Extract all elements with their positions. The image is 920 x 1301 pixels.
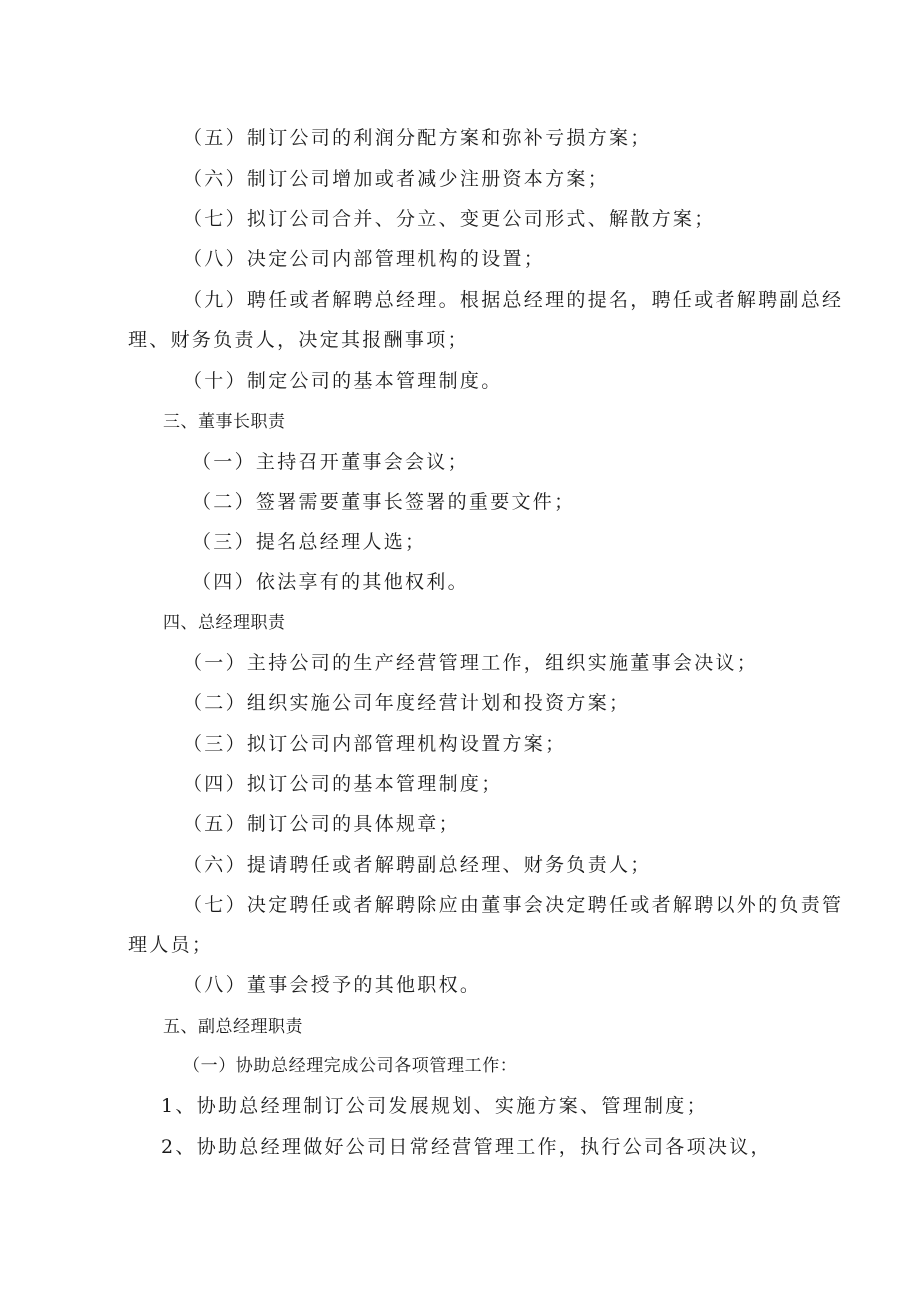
clause-chairman-4: （四）依法享有的其他权利。 — [192, 571, 469, 593]
clause-gm-1: （一）主持公司的生产经营管理工作，组织实施董事会决议； — [183, 652, 759, 674]
clause-board-7: （七）拟订公司合并、分立、变更公司形式、解散方案； — [183, 208, 716, 230]
clause-gm-6: （六）提请聘任或者解聘副总经理、财务负责人； — [183, 854, 652, 876]
clause-gm-2: （二）组织实施公司年度经营计划和投资方案； — [183, 692, 631, 714]
clause-board-8: （八）决定公司内部管理机构的设置； — [183, 248, 546, 270]
subsection-deputy-gm-1: （一）协助总经理完成公司各项管理工作： — [183, 1056, 518, 1076]
clause-gm-8: （八）董事会授予的其他职权。 — [183, 974, 482, 996]
item-deputy-gm-1: 1、协助总经理制订公司发展规划、实施方案、管理制度； — [161, 1095, 708, 1117]
clause-gm-7: （七）决定聘任或者解聘除应由董事会决定聘任或者解聘以外的负责管 — [183, 894, 844, 916]
clause-board-6: （六）制订公司增加或者减少注册资本方案； — [183, 168, 610, 190]
clause-board-9-cont: 理、财务负责人，决定其报酬事项； — [128, 329, 469, 351]
section-heading-chairman: 三、董事长职责 — [163, 412, 286, 432]
clause-gm-3: （三）拟订公司内部管理机构设置方案； — [183, 733, 567, 755]
clause-board-10: （十）制定公司的基本管理制度。 — [183, 370, 503, 392]
item-deputy-gm-2: 2、协助总经理做好公司日常经营管理工作，执行公司各项决议， — [161, 1136, 772, 1158]
clause-board-9: （九）聘任或者解聘总经理。根据总经理的提名，聘任或者解聘副总经 — [183, 289, 844, 311]
clause-gm-4: （四）拟订公司的基本管理制度； — [183, 773, 503, 795]
clause-chairman-3: （三）提名总经理人选； — [192, 531, 427, 553]
clause-board-5: （五）制订公司的利润分配方案和弥补亏损方案； — [183, 127, 652, 149]
clause-chairman-2: （二）签署需要董事长签署的重要文件； — [192, 491, 576, 513]
section-heading-gm: 四、总经理职责 — [163, 613, 286, 633]
clause-gm-7-cont: 理人员； — [128, 934, 214, 956]
clause-chairman-1: （一）主持召开董事会会议； — [192, 451, 469, 473]
clause-gm-5: （五）制订公司的具体规章； — [183, 813, 460, 835]
section-heading-deputy-gm: 五、副总经理职责 — [163, 1017, 303, 1037]
